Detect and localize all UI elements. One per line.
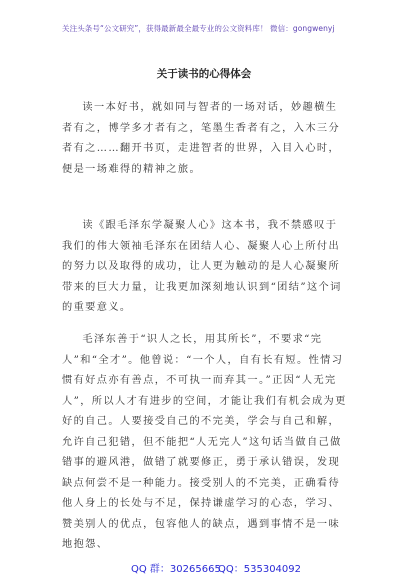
qq-number: QQ：535304092	[218, 564, 302, 575]
header-banner: 关注头条号“公文研究”，获得最新最全最专业的公文资料库！ 微信：gongwenyj	[62, 24, 335, 33]
qq-group-number: QQ 群：30265665	[131, 564, 221, 575]
paragraph-2: 读《跟毛泽东学凝聚人心》这本书，我不禁感叹于我们的伟大领袖毛泽东在团结人心、凝聚人心上所付出的努力以及取得的成功，让人更为触动的是人心凝聚所带来的巨大力量，让我更加深刻地认识到“团结”这个词的重要意义。	[62, 220, 342, 313]
paragraph-3: 毛泽东善于“识人之长，用其所长”，不要求“完人”和“全才”。他曾说：“一个人，自有长有短。性情习惯有好点亦有善点，不可执一而弃其一。”正因“人无完人”，所以人才有进步的空间，才能让我们有机会成为更好的自己。人要接受自己的不完美，学会与自己和解，允许自己犯错，但不能把“人无完人”这句话当做自己做错事的避风港，做错了就要修正，勇于承认错误，发现缺点何尝不是一种能力。接受别人的不完美，正确看待他人身上的长处与不足，保持谦虚学习的心态，学习、赞美别人的优点，包容他人的缺点，遇到事情不是一味地抱怨、	[62, 334, 347, 550]
paragraph-1: 读一本好书，就如同与智者的一场对话，妙趣横生者有之，博学多才者有之，笔墨生香者有之，入木三分者有之……翻开书页，走进智者的世界，入目入心时，便是一场难得的精神之旅。	[62, 102, 341, 175]
document-title: 关于读书的心得体会	[156, 68, 252, 80]
